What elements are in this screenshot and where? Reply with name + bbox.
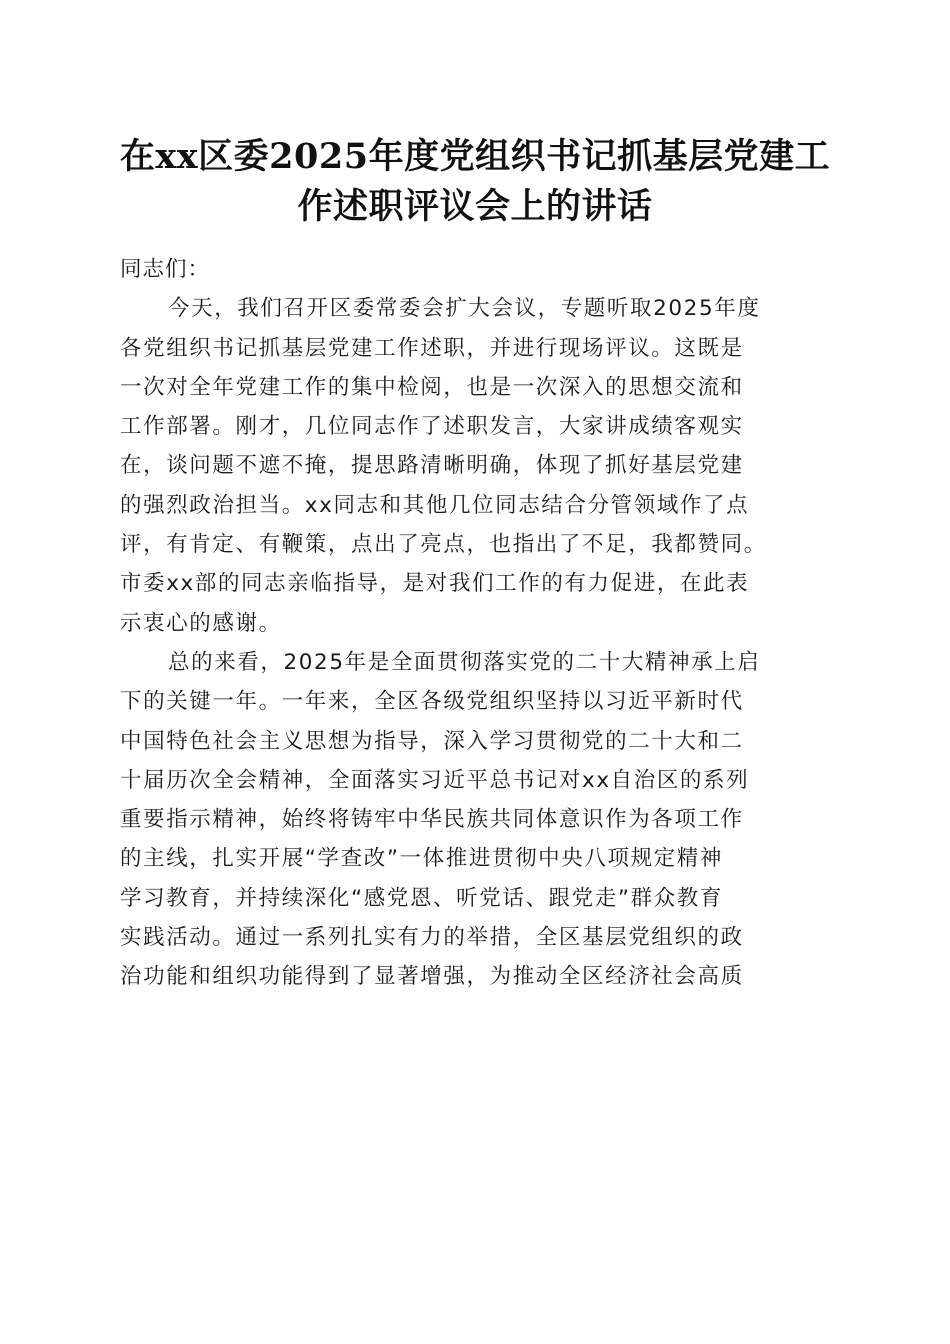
salutation: 同志们： [120, 257, 211, 282]
document-title [110, 132, 840, 232]
title-line-1: 在xx区委2025年度党组织书记抓基层党建工 [119, 136, 831, 177]
paragraph-line: 治功能和组织功能得到了显著增强，为推动全区经济社会高质 [120, 964, 744, 990]
paragraph-1 [120, 289, 840, 643]
paragraph-line: 学习教育，并持续深化“感党恩、听党话、跟党走”群众教育 [120, 885, 723, 911]
document-body [120, 250, 840, 997]
paragraph-line: 工作部署。刚才，几位同志作了述职发言，大家讲成绩客观实 [120, 414, 744, 440]
paragraph-line: 总的来看，2025年是全面贯彻落实党的二十大精神承上启 [168, 649, 761, 675]
title-line-2: 作述职评议会上的讲话 [297, 186, 653, 227]
paragraph-line: 一次对全年党建工作的集中检阅，也是一次深入的思想交流和 [120, 374, 744, 400]
paragraph-line: 各党组织书记抓基层党建工作述职，并进行现场评议。这既是 [120, 335, 744, 361]
paragraph-line: 在，谈问题不遮不掩，提思路清晰明确，体现了抓好基层党建 [120, 453, 744, 479]
paragraph-line: 今天，我们召开区委常委会扩大会议，专题听取2025年度 [168, 296, 761, 322]
paragraph-line: 中国特色社会主义思想为指导，深入学习贯彻党的二十大和二 [120, 728, 744, 754]
paragraph-line: 重要指示精神，始终将铸牢中华民族共同体意识作为各项工作 [120, 807, 744, 833]
paragraph-2 [120, 643, 840, 997]
paragraph-line: 的主线，扎实开展“学查改”一体推进贯彻中央八项规定精神 [120, 846, 723, 872]
paragraph-line: 评，有肯定、有鞭策，点出了亮点，也指出了不足，我都赞同。 [120, 532, 767, 558]
paragraph-line: 实践活动。通过一系列扎实有力的举措，全区基层党组织的政 [120, 925, 744, 951]
paragraph-line: 下的关键一年。一年来，全区各级党组织坚持以习近平新时代 [120, 689, 744, 715]
paragraph-line: 示衷心的感谢。 [120, 610, 282, 636]
paragraph-line: 市委xx部的同志亲临指导，是对我们工作的有力促进，在此表 [120, 571, 750, 597]
paragraph-line: 的强烈政治担当。xx同志和其他几位同志结合分管领域作了点 [120, 492, 750, 518]
paragraph-line: 十届历次全会精神，全面落实习近平总书记对xx自治区的系列 [120, 767, 750, 793]
